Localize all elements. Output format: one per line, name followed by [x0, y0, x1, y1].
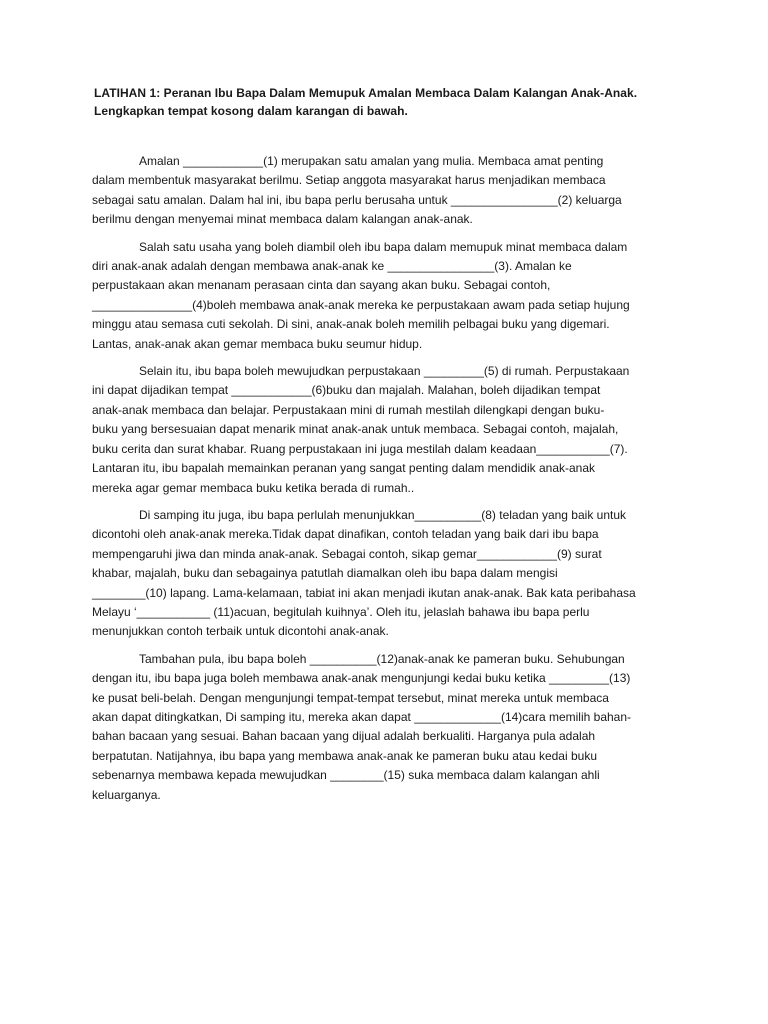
- text-line: _______________(4)boleh membawa anak-anak mereka ke perpustakaan awam pada setiap hujung: [92, 297, 630, 312]
- text-line: Di samping itu juga, ibu bapa perlulah menunjukkan__________(8) teladan yang baik untuk: [139, 507, 627, 522]
- text-line: menunjukkan contoh terbaik untuk dicontohi anak-anak.: [92, 624, 389, 639]
- worksheet-title: [94, 84, 682, 120]
- text-line: mempengaruhi jiwa dan minda anak-anak. Sebagai contoh, sikap gemar____________(9) surat: [92, 546, 602, 561]
- text-line: dengan itu, ibu bapa juga boleh membawa anak-anak mengunjungi kedai buku ketika _________(13): [92, 671, 631, 686]
- text-line: sebagai satu amalan. Dalam hal ini, ibu bapa perlu berusaha untuk ________________(2) keluarga: [92, 192, 622, 207]
- essay-body: [92, 152, 682, 805]
- text-line: Salah satu usaha yang boleh diambil oleh ibu bapa dalam memupuk minat membaca dalam: [139, 239, 628, 254]
- text-line: mereka agar gemar membaca buku ketika berada di rumah..: [92, 480, 415, 495]
- worksheet-page: [92, 84, 682, 813]
- text-line: khabar, majalah, buku dan sebagainya patutlah diamalkan oleh ibu bapa dalam mengisi: [92, 566, 558, 581]
- text-line: dalam membentuk masyarakat berilmu. Setiap anggota masyarakat harus menjadikan membaca: [92, 173, 606, 188]
- text-line: perpustakaan akan menanam perasaan cinta dan sayang akan buku. Sebagai contoh,: [92, 278, 551, 293]
- text-line: ke pusat beli-belah. Dengan mengunjungi tempat-tempat tersebut, minat mereka untuk membaca: [92, 690, 609, 705]
- text-line: sebenarnya membawa kepada mewujudkan ________(15) suka membaca dalam kalangan ahli: [92, 768, 600, 783]
- text-line: berpatutan. Natijahnya, ibu bapa yang membawa anak-anak ke pameran buku atau kedai buku: [92, 748, 598, 763]
- text-line: berilmu dengan menyemai minat membaca dalam kalangan anak-anak.: [92, 212, 473, 227]
- paragraph-2: [92, 238, 682, 354]
- text-line: Amalan ____________(1) merupakan satu amalan yang mulia. Membaca amat penting: [139, 154, 604, 168]
- text-line: Lantas, anak-anak akan gemar membaca buku seumur hidup.: [92, 336, 423, 351]
- text-line: ________(10) lapang. Lama-kelamaan, tabiat ini akan menjadi ikutan anak-anak. Bak kata peribahasa: [92, 585, 636, 600]
- text-line: anak-anak membaca dan belajar. Perpustakaan mini di rumah mestilah dilengkapi dengan buku-: [92, 402, 605, 417]
- paragraph-1: [92, 152, 682, 230]
- text-line: diri anak-anak adalah dengan membawa anak-anak ke ________________(3). Amalan ke: [92, 259, 572, 274]
- text-line: minggu atau semasa cuti sekolah. Di sini, anak-anak boleh memilih pelbagai buku yang digemari.: [92, 317, 610, 332]
- text-line: Melayu ‘___________ (11)acuan, begitulah kuihnya’. Oleh itu, jelaslah bahawa ibu bapa perlu: [92, 604, 590, 619]
- instruction-line: Lengkapkan tempat kosong dalam karangan di bawah.: [94, 104, 408, 118]
- text-line: buku cerita dan surat khabar. Ruang perpustakaan ini juga mestilah dalam keadaan___________(7).: [92, 441, 628, 456]
- paragraph-5: [92, 650, 682, 805]
- text-line: buku yang bersesuaian dapat menarik minat anak-anak untuk membaca. Sebagai contoh, majalah,: [92, 422, 619, 437]
- paragraph-3: [92, 362, 682, 498]
- text-line: Lantaran itu, ibu bapalah memainkan peranan yang sangat penting dalam mendidik anak-anak: [92, 461, 596, 476]
- text-line: dicontohi oleh anak-anak mereka.Tidak dapat dinafikan, contoh teladan yang baik dari ibu bapa: [92, 527, 599, 542]
- text-line: Tambahan pula, ibu bapa boleh __________(12)anak-anak ke pameran buku. Sehubungan: [139, 651, 625, 666]
- paragraph-4: [92, 506, 682, 642]
- text-line: Selain itu, ibu bapa boleh mewujudkan perpustakaan _________(5) di rumah. Perpustakaan: [139, 364, 630, 379]
- text-line: keluarganya.: [92, 787, 161, 802]
- text-line: bahan bacaan yang sesuai. Bahan bacaan yang dijual adalah berkualiti. Harganya pula adalah: [92, 729, 596, 744]
- text-line: ini dapat dijadikan tempat ____________(6)buku dan majalah. Malahan, boleh dijadikan tempat: [92, 383, 601, 398]
- text-line: akan dapat ditingkatkan, Di samping itu, mereka akan dapat _____________(14)cara memilih bahan-: [92, 709, 632, 724]
- title-line: LATIHAN 1: Peranan Ibu Bapa Dalam Memupuk Amalan Membaca Dalam Kalangan Anak-Anak.: [94, 86, 638, 100]
